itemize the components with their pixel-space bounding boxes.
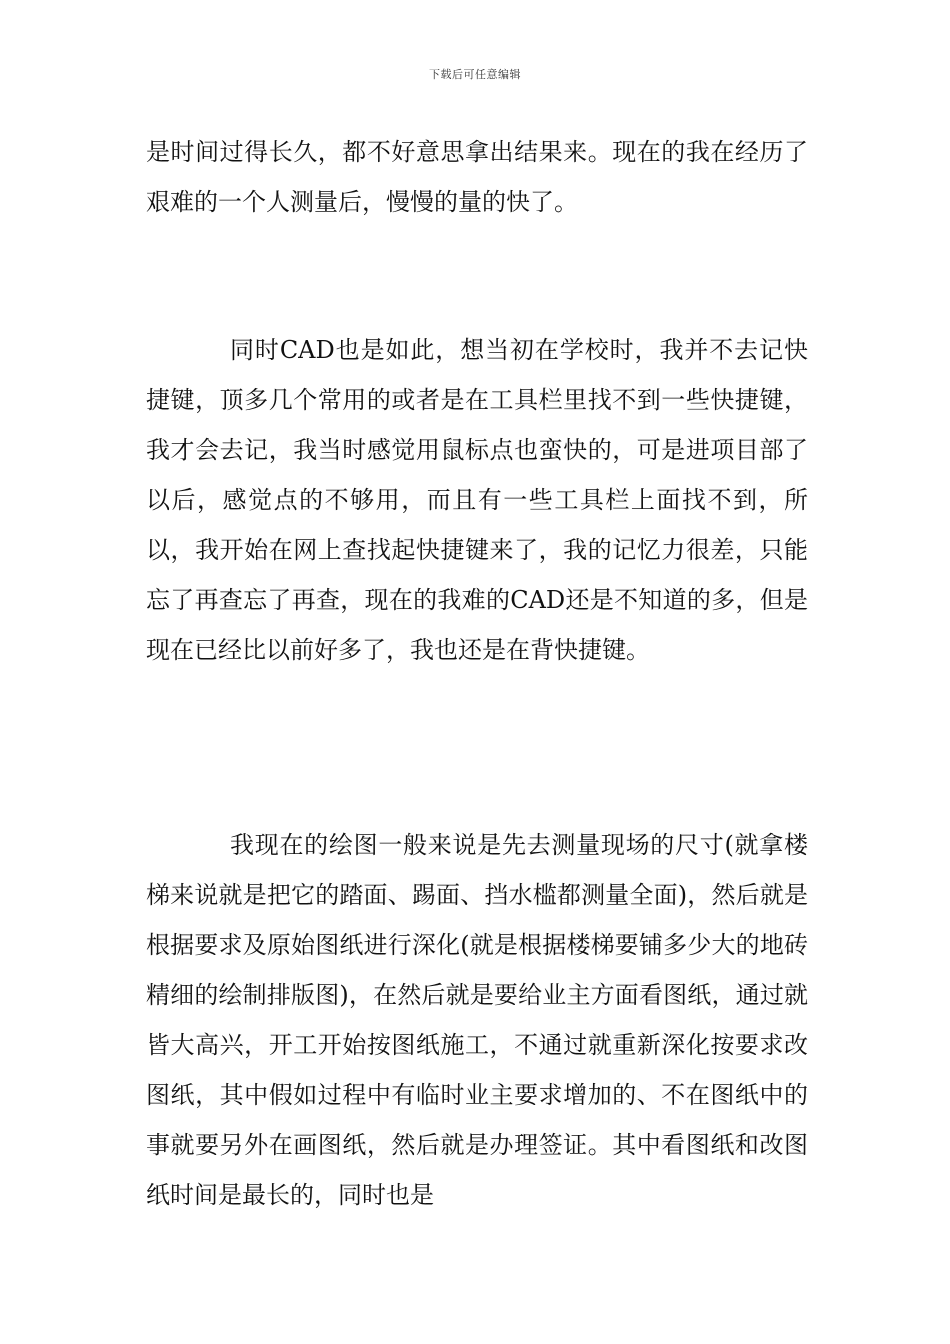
page-header: 下载后可任意编辑 <box>429 68 521 81</box>
paragraph-3: 我现在的绘图一般来说是先去测量现场的尺寸(就拿楼梯来说就是把它的踏面、踢面、挡水槛都测量全面)，然后就是根据要求及原始图纸进行深化(就是根据楼梯要铺多少大的地砖精细的绘制排版图)，在然后就是要给业主方面看图纸，通过就皆大高兴，开工开始按图纸施工，不通过就重新深化按要求改图纸，其中假如过程中有临时业主要求增加的、不在图纸中的事就要另外在画图纸，然后就是办理签证。其中看图纸和改图纸时间是最长的，同时也是 <box>146 831 808 1209</box>
paragraph-2: 同时CAD也是如此，想当初在学校时，我并不去记快捷键，顶多几个常用的或者是在工具栏里找不到一些快捷键，我才会去记，我当时感觉用鼠标点也蛮快的，可是进项目部了以后，感觉点的不够用，而且有一些工具栏上面找不到，所以，我开始在网上查找起快捷键来了，我的记忆力很差，只能忘了再查忘了再查，现在的我难的CAD还是不知道的多，但是现在已经比以前好多了，我也还是在背快捷键。 <box>146 336 808 664</box>
paragraph-1: 是时间过得长久，都不好意思拿出结果来。现在的我在经历了艰难的一个人测量后，慢慢的量的快了。 <box>146 138 808 216</box>
